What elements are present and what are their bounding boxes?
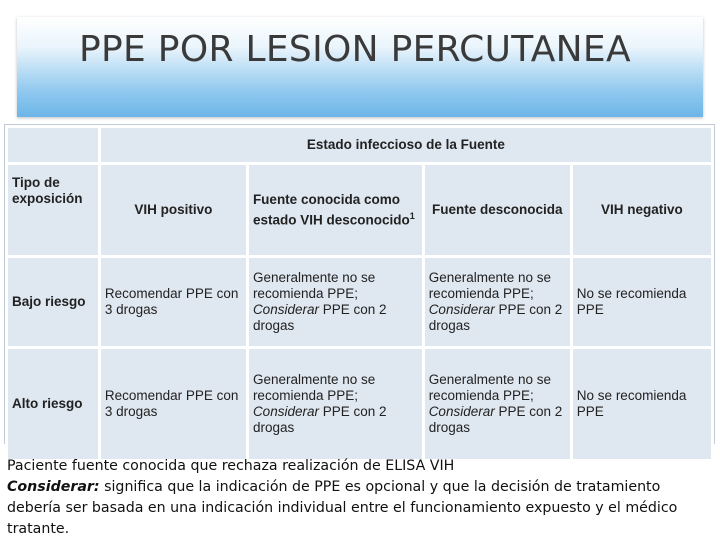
cell-text-rest: PPE con 2 drogas bbox=[252, 404, 387, 435]
col-header-fuente-conocida-text: Fuente conocida como estado VIH desconocido bbox=[252, 191, 410, 228]
footnote-line: Paciente fuente conocida que rechaza realización de ELISA VIH bbox=[7, 458, 455, 474]
exposure-type-header: Tipo de exposición bbox=[8, 165, 98, 255]
corner-cell bbox=[8, 128, 98, 162]
table-cell bbox=[249, 258, 422, 346]
source-header-row bbox=[8, 128, 711, 162]
title-banner bbox=[17, 17, 703, 117]
table-cell: Recomendar PPE con 3 drogas bbox=[101, 349, 246, 459]
column-header-row bbox=[8, 165, 711, 255]
col-header-fuente-conocida bbox=[249, 165, 422, 255]
page-title: PPE POR LESION PERCUTANEA bbox=[79, 29, 631, 70]
cell-text-rest: PPE con 2 drogas bbox=[428, 302, 563, 333]
definition-text: significa que la indicación de PPE es opcional y que la decisión de tratamiento debería ser basada en una indicación individual entre el funcionamiento expuesto y el médico tratante. bbox=[7, 479, 678, 537]
cell-italic-term: Considerar bbox=[428, 404, 495, 419]
definition-keyword: Considerar: bbox=[7, 479, 100, 495]
table-cell bbox=[425, 349, 570, 459]
cell-text: Generalmente no se recomienda PPE; bbox=[428, 270, 552, 301]
source-status-header: Estado infeccioso de la Fuente bbox=[101, 128, 711, 162]
definition-line bbox=[7, 477, 715, 540]
col-header-vih-positivo: VIH positivo bbox=[101, 165, 246, 255]
table-cell bbox=[249, 349, 422, 459]
table-row-alto-riesgo bbox=[8, 349, 711, 459]
table-cell: No se recomienda PPE bbox=[573, 349, 711, 459]
cell-text-rest: PPE con 2 drogas bbox=[428, 404, 563, 435]
footnote-block bbox=[7, 456, 715, 540]
cell-italic-term: Considerar bbox=[252, 404, 319, 419]
table-cell bbox=[425, 258, 570, 346]
cell-italic-term: Considerar bbox=[252, 302, 319, 317]
cell-text: Generalmente no se recomienda PPE; bbox=[428, 372, 552, 403]
cell-text-rest: PPE con 2 drogas bbox=[252, 302, 387, 333]
cell-text: Generalmente no se recomienda PPE; bbox=[252, 372, 376, 403]
table-cell: Recomendar PPE con 3 drogas bbox=[101, 258, 246, 346]
col-header-vih-negativo: VIH negativo bbox=[573, 165, 711, 255]
row-label-alto-riesgo: Alto riesgo bbox=[8, 349, 98, 459]
footnote-marker: 1 bbox=[409, 210, 415, 221]
cell-text: Generalmente no se recomienda PPE; bbox=[252, 270, 376, 301]
ppe-grid bbox=[5, 125, 714, 462]
row-label-bajo-riesgo: Bajo riesgo bbox=[8, 258, 98, 346]
ppe-table bbox=[4, 124, 715, 444]
table-row-bajo-riesgo bbox=[8, 258, 711, 346]
col-header-fuente-desconocida: Fuente desconocida bbox=[425, 165, 570, 255]
table-cell: No se recomienda PPE bbox=[573, 258, 711, 346]
cell-italic-term: Considerar bbox=[428, 302, 495, 317]
